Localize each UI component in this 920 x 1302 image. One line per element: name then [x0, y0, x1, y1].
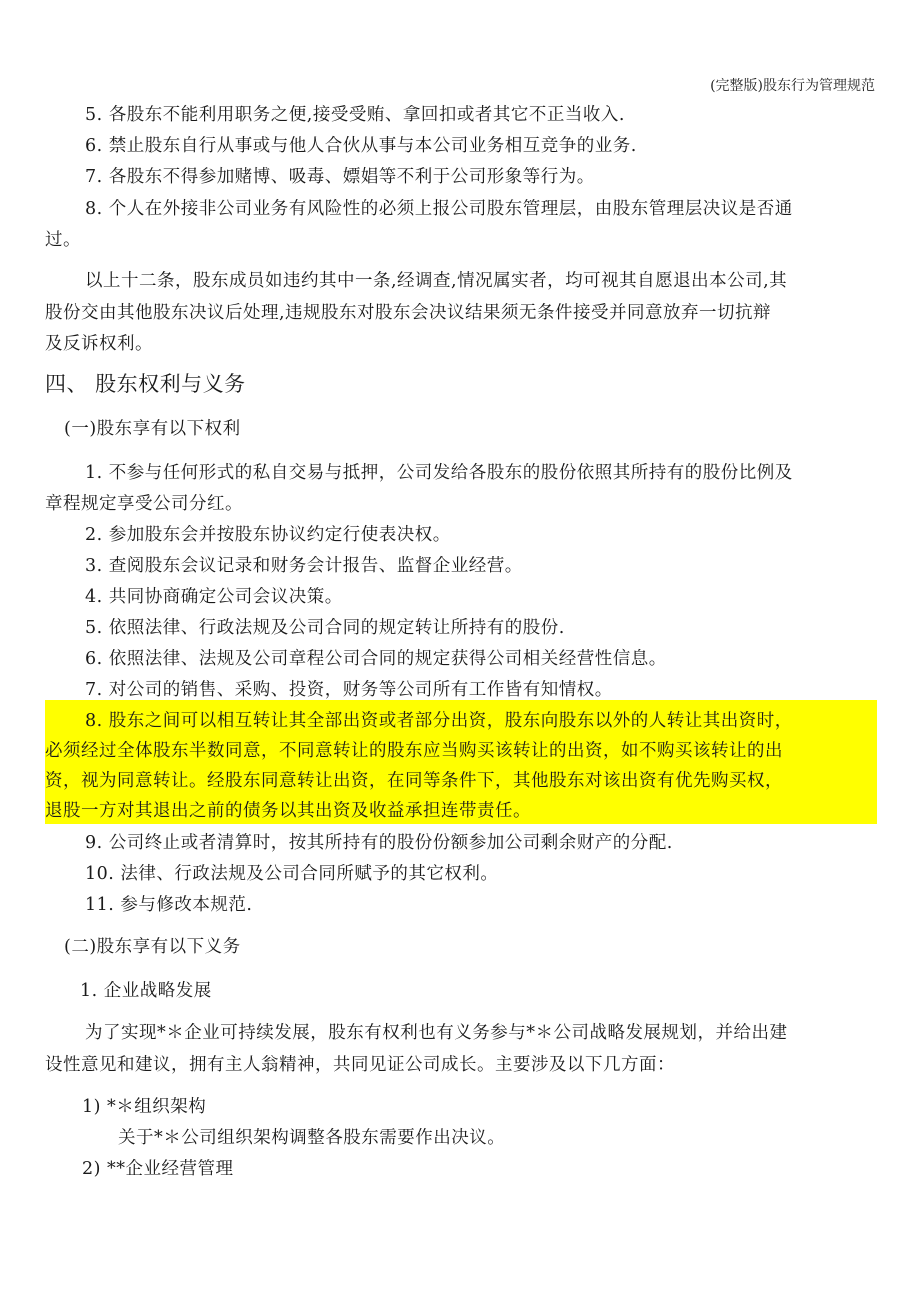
highlighted-line: 退股一方对其退出之前的债务以其出资及收益承担连带责任。 [45, 801, 531, 821]
text-line: 以上十二条，股东成员如违约其中一条,经调查,情况属实者，均可视其自愿退出本公司,其 [85, 271, 788, 291]
text-line: 7. 对公司的销售、采购、投资，财务等公司所有工作皆有知情权。 [85, 680, 613, 700]
highlighted-line: 资，视为同意转让。经股东同意转让出资，在同等条件下，其他股东对该出资有优先购买权， [45, 771, 783, 791]
section-heading: 四、 股东权利与义务 [45, 372, 246, 396]
text-line: 过。 [45, 230, 81, 250]
list-item-heading: 1. 企业战略发展 [80, 981, 212, 1001]
list-item-heading: 1) *＊组织架构 [82, 1097, 207, 1117]
text-line: 5. 各股东不能利用职务之便,接受受贿、拿回扣或者其它不正当收入. [85, 105, 625, 125]
list-item-heading: 2) **企业经营管理 [82, 1159, 234, 1179]
text-line: 2. 参加股东会并按股东协议约定行使表决权。 [85, 525, 451, 545]
text-line: 10. 法律、行政法规及公司合同所赋予的其它权利。 [85, 864, 499, 884]
highlighted-line: 必须经过全体股东半数同意，不同意转让的股东应当购买该转让的出资，如不购买该转让的出 [45, 741, 783, 761]
text-line: 9. 公司终止或者清算时，按其所持有的股份份额参加公司剩余财产的分配. [85, 833, 673, 853]
subsection-heading: (二)股东享有以下义务 [64, 937, 241, 957]
text-line: 1. 不参与任何形式的私自交易与抵押，公司发给各股东的股份依照其所持有的股份比例及 [85, 463, 793, 483]
text-line: 股份交由其他股东决议后处理,违规股东对股东会决议结果须无条件接受并同意放弃一切抗辩 [45, 303, 772, 323]
subsection-heading: (一)股东享有以下权利 [64, 419, 241, 439]
text-line: 设性意见和建议，拥有主人翁精神，共同见证公司成长。主要涉及以下几方面： [45, 1055, 675, 1075]
text-line: 8. 个人在外接非公司业务有风险性的必须上报公司股东管理层，由股东管理层决议是否通 [85, 199, 793, 219]
highlighted-line: 8. 股东之间可以相互转让其全部出资或者部分出资，股东向股东以外的人转让其出资时， [85, 711, 793, 731]
text-line: 6. 依照法律、法规及公司章程公司合同的规定获得公司相关经营性信息。 [85, 649, 667, 669]
document-header-title: (完整版)股东行为管理规范 [710, 78, 875, 94]
text-line: 3. 查阅股东会议记录和财务会计报告、监督企业经营。 [85, 556, 523, 576]
text-line: 7. 各股东不得参加赌博、吸毒、嫖娼等不利于公司形象等行为。 [85, 167, 595, 187]
text-line: 及反诉权利。 [45, 334, 153, 354]
text-line: 6. 禁止股东自行从事或与他人合伙从事与本公司业务相互竞争的业务. [85, 136, 637, 156]
text-line: 章程规定享受公司分红。 [45, 494, 243, 514]
text-line: 11. 参与修改本规范. [85, 895, 253, 915]
text-line: 为了实现*＊企业可持续发展，股东有权利也有义务参与*＊公司战略发展规划，并给出建 [85, 1023, 788, 1043]
text-line: 4. 共同协商确定公司会议决策。 [85, 587, 343, 607]
text-line: 关于*＊公司组织架构调整各股东需要作出决议。 [118, 1128, 506, 1148]
text-line: 5. 依照法律、行政法规及公司合同的规定转让所持有的股份. [85, 618, 565, 638]
